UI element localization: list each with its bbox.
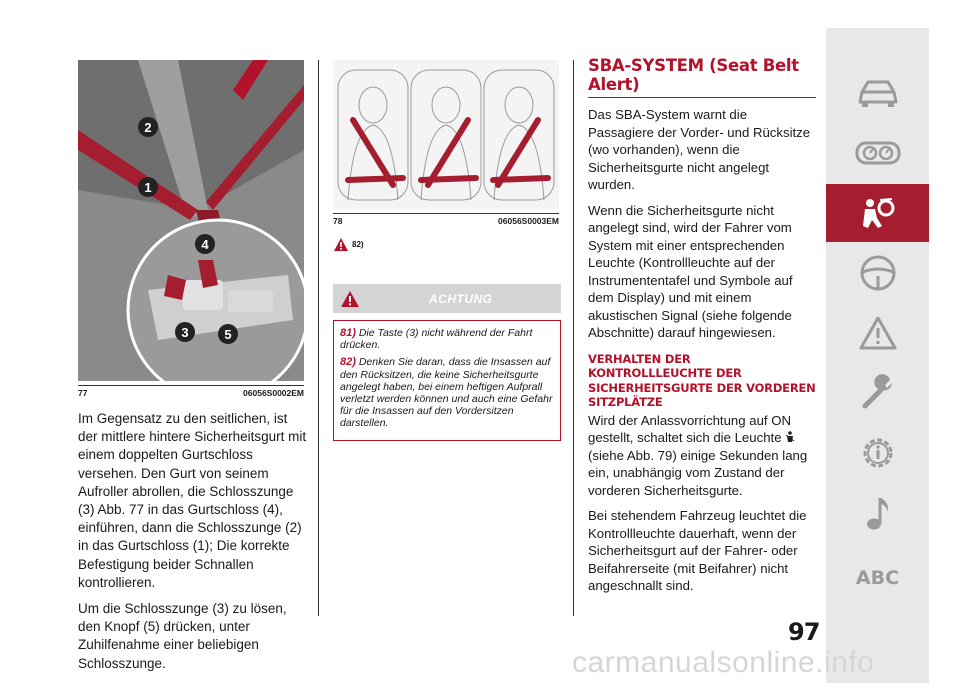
car-icon — [856, 78, 900, 108]
airbag-seatbelt-icon — [858, 196, 898, 230]
warning-triangle-icon — [341, 291, 359, 307]
warning-triangle-icon — [334, 238, 348, 251]
section-heading: SBA-SYSTEM (Seat Belt Alert) — [588, 56, 816, 98]
sidebar-item-index[interactable] — [826, 558, 929, 598]
warning-item-text: Die Taste (3) nicht während der Fahrt drücken. — [340, 327, 533, 352]
paragraph — [588, 412, 816, 500]
warning-item-number: 82) — [340, 356, 356, 369]
warning-triangle-icon — [858, 315, 898, 351]
figure-78-image — [333, 60, 559, 209]
sidebar-item-technical-data[interactable] — [826, 424, 929, 482]
callout-5: 5 — [218, 324, 238, 344]
figure-code: 06056S0002EM — [243, 388, 304, 398]
left-column-text — [78, 410, 310, 681]
column-divider-1 — [318, 60, 319, 616]
warning-box — [333, 320, 561, 441]
sidebar-item-maintenance[interactable] — [826, 364, 929, 422]
seatbelt-warning-icon — [785, 431, 795, 443]
paragraph-text: (siehe Abb. 79) einige Sekunden lang ein, unabhängig vom Zustand der vorderen Sicherheitsgurte. — [588, 447, 808, 498]
paragraph: Wenn die Sicherheitsgurte nicht angelegt sind, wird der Fahrer vom System mit einer entsprechenden Leuchte (Kontrollleuchte auf der Instrumententafel und Symbole auf dem Display) und mit einem akustischen Signal (siehe folgende Abschnitte) darauf hingewiesen. — [588, 202, 793, 340]
figure-78-caption — [333, 213, 559, 226]
sidebar-item-multimedia[interactable] — [826, 484, 929, 542]
callout-3: 3 — [175, 322, 195, 342]
sidebar-item-vehicle[interactable] — [826, 64, 929, 122]
wrench-icon — [859, 374, 897, 412]
warning-title: ACHTUNG — [429, 291, 493, 306]
figure-77-caption — [78, 385, 304, 398]
warning-item-text: Denken Sie daran, dass die Insassen auf den Rücksitzen, die keine Sicherheitsgurte angelegt haben, bei einem heftigen Aufprall verletzt werden können und auch eine Gefahr für die Insassen auf den Vordersitzen darstellen. — [340, 356, 553, 430]
warning-item — [340, 356, 554, 429]
page-number: 97 — [788, 618, 820, 646]
callout-2: 2 — [138, 117, 158, 137]
watermark: carmanualsonline.info — [572, 646, 875, 679]
callout-4: 4 — [195, 234, 215, 254]
figure-number: 77 — [78, 388, 88, 398]
paragraph: Bei stehendem Fahrzeug leuchtet die Kontrollleuchte dauerhaft, wenn der Sicherheitsgurt auf der Fahrer- oder Beifahrerseite (mit Beifahrer) nicht angeschnallt sind. — [588, 508, 807, 593]
sidebar-item-emergency[interactable] — [826, 304, 929, 362]
reference-number: 82) — [352, 240, 364, 249]
three-seats-illustration — [333, 60, 559, 209]
warning-header — [333, 284, 561, 313]
paragraph: Im Gegensatz zu den seitlichen, ist der mittlere hintere Sicherheitsgurt mit einem doppelten Gurtschloss versehen. Den Gurt von seinem Aufroller abrollen, die Schlosszunge (3) Abb. 77 in das Gurtschloss (4), einführen, dann die Schlosszunge (2) in das Gurtschloss (1); Die korrekte Befestigung beider Schnallen kontrollieren. — [78, 411, 307, 590]
music-note-icon — [863, 494, 893, 532]
settings-info-icon — [858, 433, 898, 473]
chapter-sidebar — [826, 28, 929, 683]
sidebar-item-instruments[interactable] — [826, 124, 929, 182]
figure-code: 06056S0003EM — [498, 216, 559, 226]
warning-item-number: 81) — [340, 327, 356, 339]
index-label: ABC — [855, 567, 900, 589]
warning-item — [340, 327, 554, 351]
column-divider-2 — [573, 60, 574, 616]
figure-number: 78 — [333, 216, 343, 226]
sub-heading: VERHALTEN DER KONTROLLLEUCHTE DER SICHERHEITSGURTE DER VORDEREN SITZPLÄTZE — [588, 351, 816, 409]
sidebar-item-driving[interactable] — [826, 244, 929, 302]
paragraph: Um die Schlosszunge (3) zu lösen, den Knopf (5) drücken, unter Zuhilfenahme einer beliebigen Schlosszunge. — [78, 601, 287, 671]
warning-reference — [334, 238, 364, 251]
dashboard-icon — [855, 140, 901, 166]
sidebar-item-safety[interactable] — [826, 184, 929, 242]
callout-1: 1 — [138, 177, 158, 197]
paragraph: Das SBA-System warnt die Passagiere der Vorder- und Rücksitze (wo vorhanden), wenn die Sicherheitsgurte nicht angelegt wurden. — [588, 107, 811, 192]
right-column — [588, 56, 816, 603]
paragraph-text: Wird der Anlassvorrichtung auf ON gestellt, schaltet sich die Leuchte — [588, 412, 792, 445]
figure-77-image — [78, 60, 304, 381]
steering-wheel-icon — [859, 254, 897, 292]
